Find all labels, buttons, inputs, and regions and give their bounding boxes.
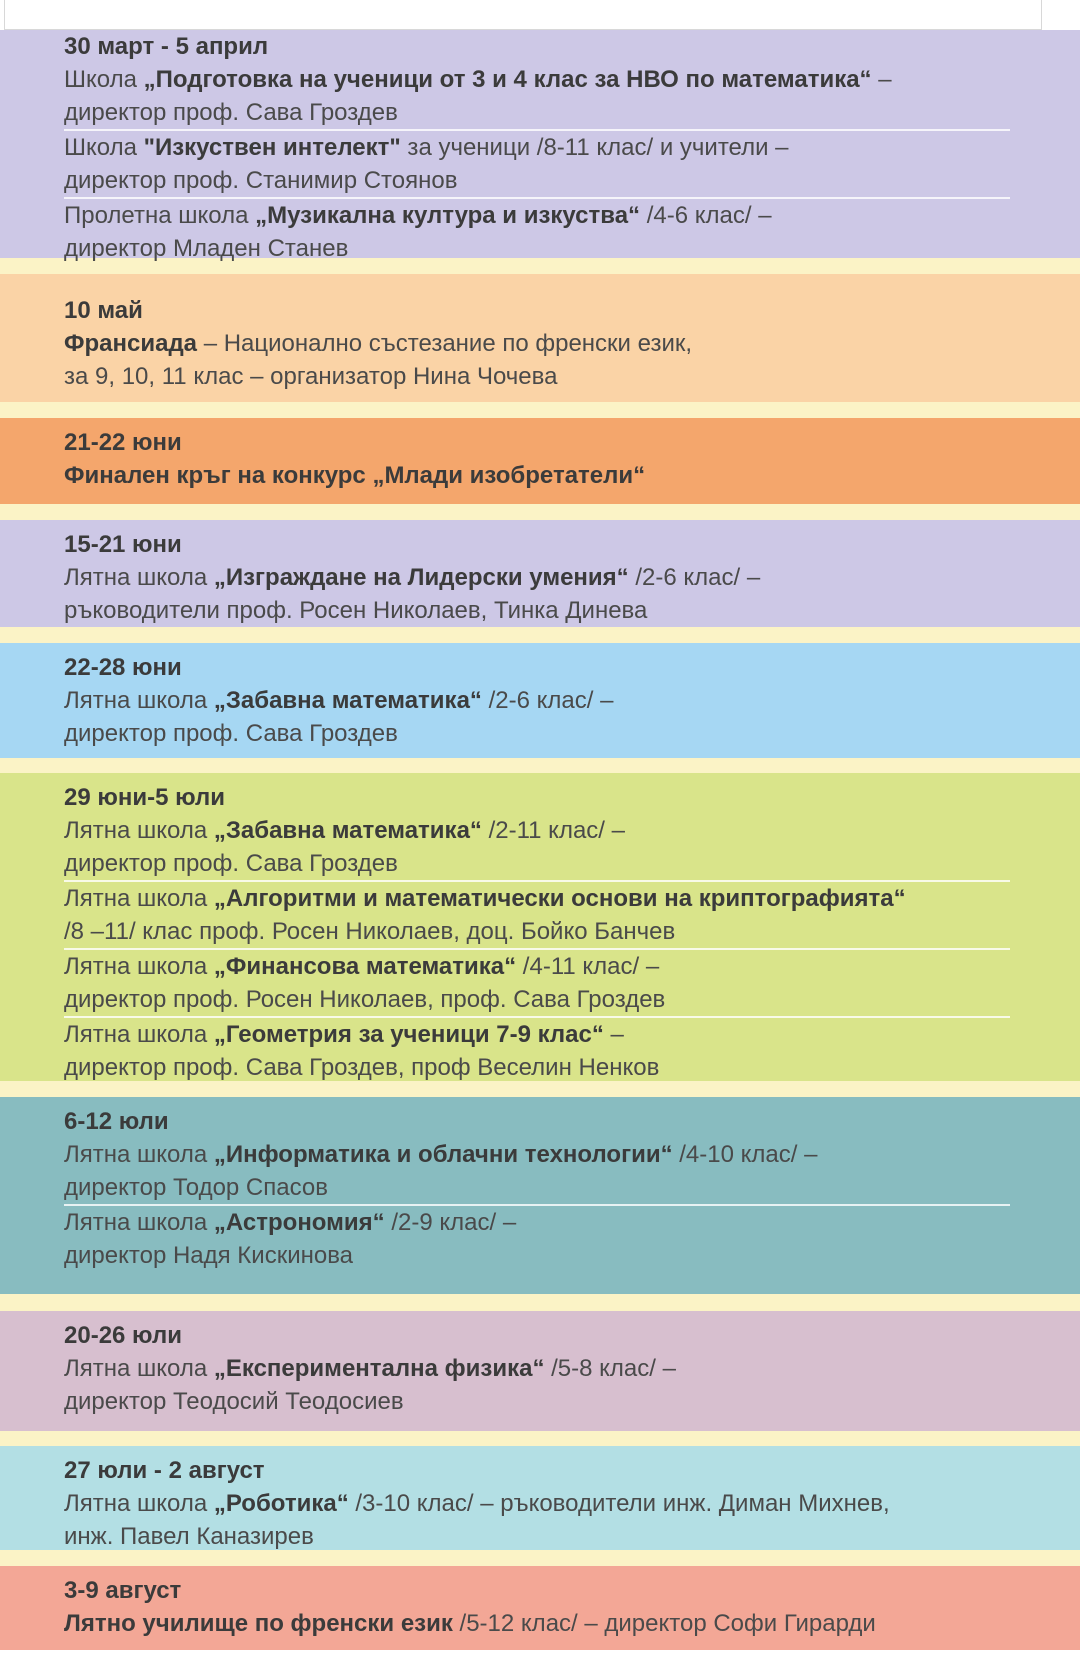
band-date: 6-12 юли: [64, 1108, 169, 1135]
item-details-line: директор проф. Сава Гроздев, проф Веселин Ненков: [64, 1054, 660, 1081]
item-title-line: [64, 1487, 1040, 1520]
top-frame: [4, 0, 1042, 30]
band-date: 29 юни-5 юли: [64, 784, 226, 811]
item-title-line: [64, 131, 1040, 164]
item-prefix: Лятна школа: [64, 564, 214, 591]
band-date: 3-9 август: [64, 1577, 182, 1604]
schedule-band: [0, 1311, 1080, 1431]
item-title-line: [64, 327, 1040, 360]
item-title: Франсиада: [64, 330, 198, 357]
band-date: 21-22 юни: [64, 429, 182, 456]
item-prefix: Лятна школа: [64, 687, 214, 714]
top-bar: [0, 0, 1080, 30]
item-suffix: /4-10 клас/ –: [672, 1141, 818, 1168]
schedule-band: [0, 1097, 1080, 1294]
item-title: „Информатика и облачни технологии“: [213, 1141, 673, 1168]
item-title: „Експериментална физика“: [213, 1355, 545, 1382]
item-title-line: [64, 1206, 1040, 1239]
item-title: „Подготовка на ученици от 3 и 4 клас за НВО по математика“: [143, 66, 872, 93]
item-title-line: [64, 882, 1040, 915]
item-title-line: [64, 1018, 1040, 1051]
item-prefix: Лятна школа: [64, 817, 214, 844]
item-title-line: [64, 814, 1040, 847]
item-title: „Изграждане на Лидерски умения“: [213, 564, 629, 591]
band-date: 22-28 юни: [64, 654, 182, 681]
item-details-line: /8 –11/ клас проф. Росен Николаев, доц. Бойко Банчев: [64, 918, 676, 945]
item-title-line: [64, 684, 1040, 717]
item-details-line: директор проф. Росен Николаев, проф. Сава Гроздев: [64, 986, 666, 1013]
item-title-line: [64, 1607, 1040, 1640]
item-details-line: директор проф. Сава Гроздев: [64, 99, 398, 126]
band-date: 15-21 юни: [64, 531, 182, 558]
item-prefix: Лятна школа: [64, 1490, 214, 1517]
item-details-line: директор Теодосий Теодосиев: [64, 1388, 404, 1415]
item-details-line: директор проф. Станимир Стоянов: [64, 167, 458, 194]
item-title: „Забавна математика“: [213, 687, 482, 714]
schedule-band: [0, 418, 1080, 504]
item-prefix: Школа: [64, 134, 144, 161]
schedule-band: [0, 274, 1080, 402]
bottom-strip: [0, 1650, 1080, 1666]
item-prefix: Лятна школа: [64, 1021, 214, 1048]
item-title: „Геометрия за ученици 7-9 клас“: [213, 1021, 604, 1048]
item-title-line: [64, 1352, 1040, 1385]
item-details-line: директор проф. Сава Гроздев: [64, 720, 398, 747]
item-suffix: /3-10 клас/ – ръководители инж. Диман Михнев,: [348, 1490, 890, 1517]
item-details-line: за 9, 10, 11 клас – организатор Нина Чочева: [64, 363, 558, 390]
item-title: „Роботика“: [213, 1490, 349, 1517]
item-title: „Алгоритми и математически основи на криптографията“: [213, 885, 906, 912]
item-suffix: – Национално състезание по френски език,: [197, 330, 693, 357]
item-suffix: –: [871, 66, 892, 93]
item-prefix: Пролетна школа: [64, 202, 256, 229]
item-title-line: [64, 561, 1040, 594]
item-suffix: /2-9 клас/ –: [384, 1209, 517, 1236]
item-title: „Забавна математика“: [213, 817, 482, 844]
item-title: Лятно училище по френски език: [64, 1610, 453, 1637]
item-suffix: /4-11 клас/ –: [516, 953, 660, 980]
item-suffix: –: [603, 1021, 624, 1048]
item-title-line: [64, 199, 1040, 232]
item-details-line: директор Тодор Спасов: [64, 1174, 328, 1201]
item-prefix: Лятна школа: [64, 1355, 214, 1382]
band-date: 27 юли - 2 август: [64, 1457, 265, 1484]
item-title: Финален кръг на конкурс „Млади изобретатели“: [64, 462, 646, 489]
item-title: „Астрономия“: [213, 1209, 385, 1236]
item-details-line: ръководители проф. Росен Николаев, Тинка Динева: [64, 597, 648, 624]
item-prefix: Лятна школа: [64, 1209, 214, 1236]
item-title-line: [64, 1138, 1040, 1171]
band-date: 10 май: [64, 297, 143, 324]
schedule-band: [0, 643, 1080, 758]
item-title: „Финансова математика“: [213, 953, 517, 980]
schedule-band: [0, 773, 1080, 1081]
item-title-line: [64, 63, 1040, 96]
item-prefix: Лятна школа: [64, 885, 214, 912]
item-title-line: [64, 950, 1040, 983]
item-title: „Музикална култура и изкуства“: [255, 202, 641, 229]
schedule-band: [0, 1446, 1080, 1550]
item-suffix: /2-6 клас/ –: [628, 564, 761, 591]
item-prefix: Лятна школа: [64, 953, 214, 980]
item-details-line: инж. Павел Каназирев: [64, 1523, 314, 1550]
item-suffix: /4-6 клас/ –: [640, 202, 772, 229]
item-suffix: /5-8 клас/ –: [544, 1355, 676, 1382]
band-date: 20-26 юли: [64, 1322, 182, 1349]
band-date: 30 март - 5 април: [64, 33, 269, 60]
item-prefix: Школа: [64, 66, 144, 93]
schedule-band: [0, 520, 1080, 627]
item-details-line: директор Надя Кискинова: [64, 1242, 354, 1269]
item-suffix: /5-12 клас/ – директор Софи Гирарди: [452, 1610, 876, 1637]
schedule-band: [0, 30, 1080, 262]
item-suffix: за ученици /8-11 клас/ и учители –: [400, 134, 789, 161]
item-details-line: директор проф. Сава Гроздев: [64, 850, 398, 877]
item-title: "Изкуствен интелект": [143, 134, 401, 161]
schedule-band: [0, 1566, 1080, 1650]
item-suffix: /2-6 клас/ –: [481, 687, 614, 714]
item-prefix: Лятна школа: [64, 1141, 214, 1168]
item-details-line: директор Младен Станев: [64, 235, 349, 262]
item-title-line: [64, 459, 1040, 492]
item-suffix: /2-11 клас/ –: [481, 817, 625, 844]
